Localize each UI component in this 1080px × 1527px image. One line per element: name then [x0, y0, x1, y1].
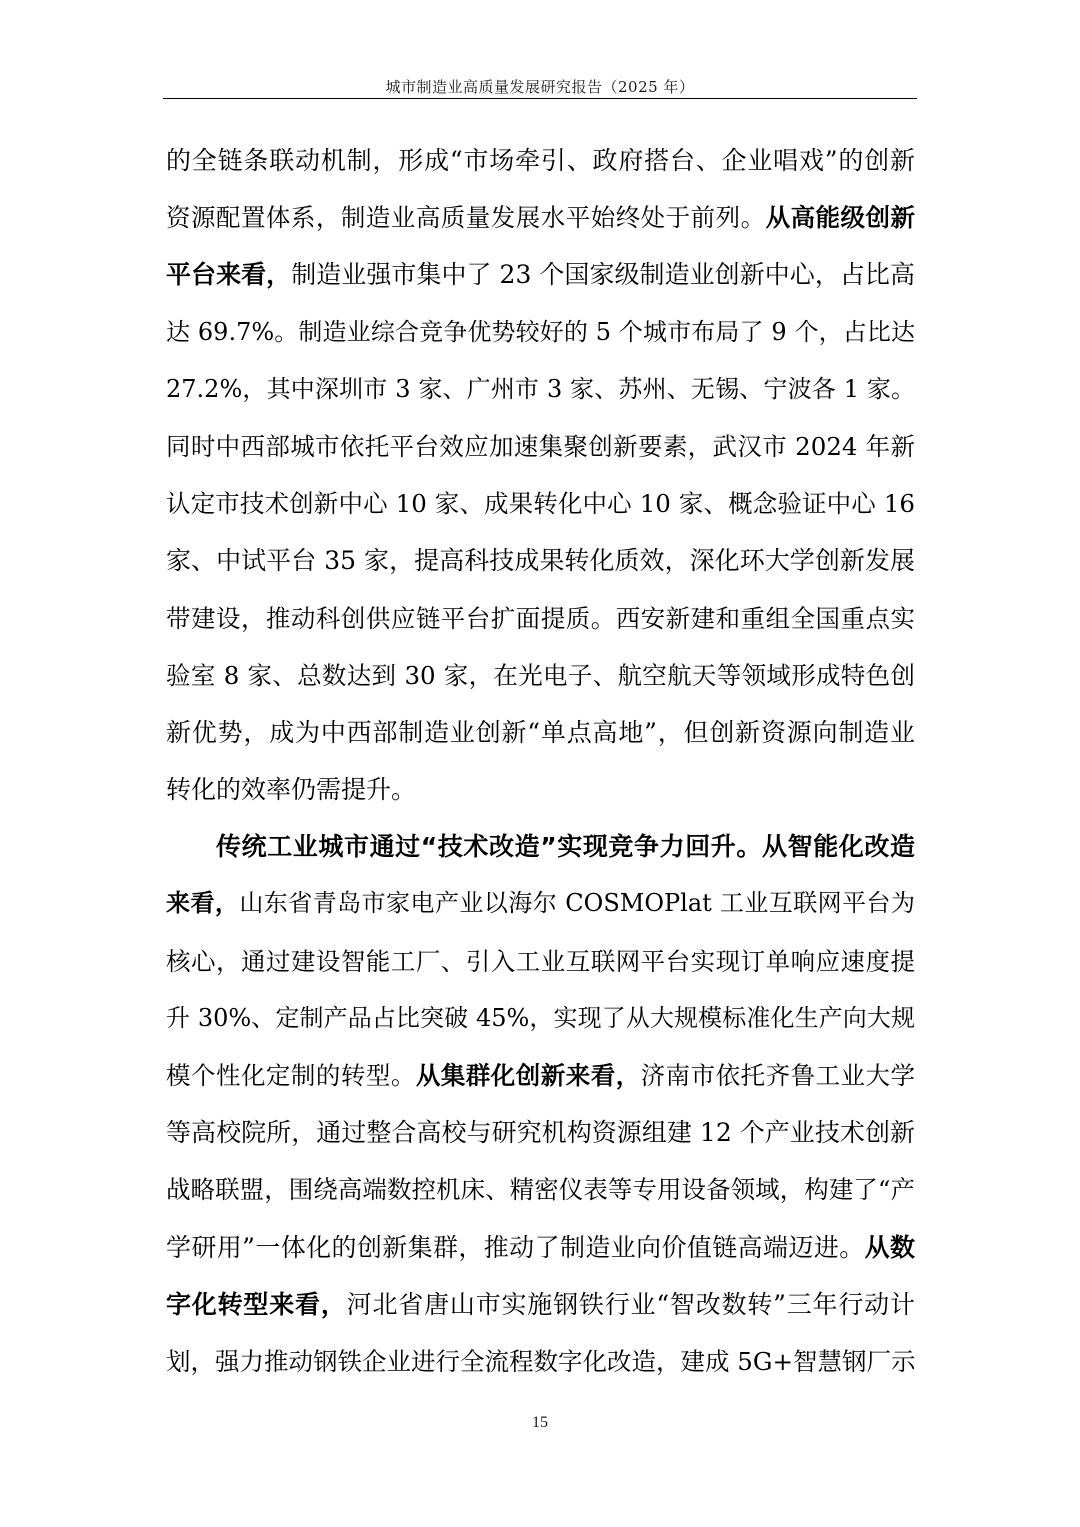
text-run: 模个性化定制的转型。: [166, 1061, 416, 1090]
text-line: [166, 532, 915, 589]
text-run: 济南市依托齐鲁工业大学: [640, 1061, 915, 1090]
text-line: [166, 475, 915, 532]
text-run: 同时中西部城市依托平台效应加速集聚创新要素，武汉市 2024 年新: [166, 431, 915, 461]
text-line: [166, 990, 915, 1047]
text-line: [166, 304, 915, 361]
bold-text-run: 从高能级创新: [765, 203, 915, 233]
text-line: [166, 704, 915, 761]
text-run: 战略联盟，围绕高端数控机床、精密仪表等专用设备领域，构建了“产: [166, 1175, 915, 1205]
text-run: 升 30%、定制产品占比突破 45%，实现了从大规模标准化生产向大规: [166, 1003, 915, 1032]
text-line: [166, 818, 915, 875]
bold-text-run: 字化转型来看，: [166, 1289, 347, 1319]
text-run: 学研用”一体化的创新集群，推动了制造业向价值链高端迈进。: [166, 1232, 865, 1262]
text-run: 划，强力推动钢铁企业进行全流程数字化改造，建成 5G+智慧钢厂示: [166, 1346, 915, 1376]
text-line: [166, 933, 915, 990]
text-line: [166, 189, 915, 246]
text-run: 核心，通过建设智能工厂、引入工业互联网平台实现订单响应速度提: [166, 946, 915, 976]
text-line: [166, 761, 915, 818]
text-line: [166, 361, 915, 418]
header-rule: [163, 98, 917, 99]
text-line: [166, 875, 915, 932]
bold-text-run: 传统工业城市通过“技术改造”实现竞争力回升。从智能化改造: [216, 832, 915, 862]
text-run: 验室 8 家、总数达到 30 家，在光电子、航空航天等领域形成特色创: [166, 660, 915, 690]
text-line: [166, 590, 915, 647]
bold-text-run: 从集群化创新来看，: [415, 1061, 641, 1090]
bold-text-run: 平台来看，: [166, 260, 292, 290]
text-run: 等高校院所，通过整合高校与研究机构资源组建 12 个产业技术创新: [166, 1118, 915, 1148]
bold-text-run: 来看，: [166, 889, 240, 918]
bold-text-run: 从数: [864, 1232, 915, 1262]
body-text: [166, 132, 915, 1390]
text-line: [166, 1276, 915, 1333]
text-run: 达 69.7%。制造业综合竞争优势较好的 5 个城市布局了 9 个，占比达: [166, 317, 915, 346]
text-line: [166, 1161, 915, 1218]
text-line: [166, 1219, 915, 1276]
text-line: [166, 418, 915, 475]
text-run: 27.2%，其中深圳市 3 家、广州市 3 家、苏州、无锡、宁波各 1 家。: [166, 374, 915, 403]
text-run: 制造业强市集中了 23 个国家级制造业创新中心，占比高: [291, 260, 915, 290]
text-run: 新优势，成为中西部制造业创新“单点高地”，但创新资源向制造业: [166, 717, 915, 747]
page-number: 15: [532, 1414, 548, 1431]
text-line: [166, 132, 915, 189]
text-run: 河北省唐山市实施钢铁行业“智改数转”三年行动计: [346, 1289, 915, 1319]
text-run: 认定市技术创新中心 10 家、成果转化中心 10 家、概念验证中心 16: [166, 489, 915, 519]
text-line: [166, 647, 915, 704]
text-line: [166, 246, 915, 303]
running-header: 城市制造业高质量发展研究报告（2025 年）: [385, 78, 695, 96]
text-run: 资源配置体系，制造业高质量发展水平始终处于前列。: [166, 203, 766, 233]
text-run: 转化的效率仍需提升。: [166, 775, 417, 805]
text-line: [166, 1104, 915, 1161]
text-run: 带建设，推动科创供应链平台扩面提质。西安新建和重组全国重点实: [166, 603, 915, 633]
text-run: 山东省青岛市家电产业以海尔 COSMOPlat 工业互联网平台为: [239, 889, 915, 918]
text-run: 家、中试平台 35 家，提高科技成果转化质效，深化环大学创新发展: [166, 546, 915, 576]
text-line: [166, 1047, 915, 1104]
text-run: 的全链条联动机制，形成“市场牵引、政府搭台、企业唱戏”的创新: [166, 146, 915, 175]
text-line: [166, 1333, 915, 1390]
